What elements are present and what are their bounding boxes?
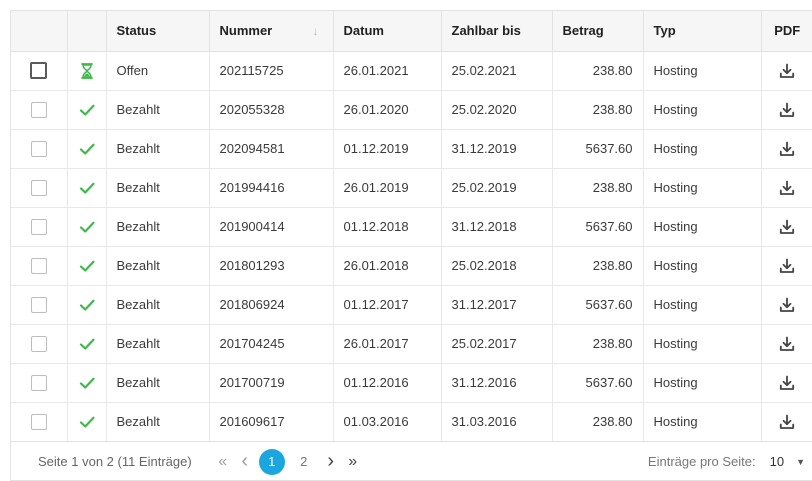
- download-icon[interactable]: [779, 297, 795, 313]
- status-cell: Bezahlt: [106, 285, 209, 324]
- status-cell: Bezahlt: [106, 129, 209, 168]
- table-row[interactable]: [11, 324, 812, 363]
- typ-cell: Hosting: [643, 51, 761, 90]
- invoice-grid: [10, 10, 812, 481]
- download-icon[interactable]: [779, 102, 795, 118]
- row-checkbox[interactable]: [31, 141, 47, 157]
- betrag-cell: 238.80: [552, 246, 643, 285]
- nummer-cell: 202115725: [209, 51, 333, 90]
- pdf-cell: [761, 324, 812, 363]
- row-checkbox[interactable]: [31, 297, 47, 313]
- zahlbar-bis-cell: 31.03.2016: [441, 402, 552, 441]
- status-icon-cell: [67, 363, 106, 402]
- invoice-table: [11, 11, 812, 442]
- status-icon-cell: [67, 90, 106, 129]
- datum-cell: 01.03.2016: [333, 402, 441, 441]
- datum-cell: 26.01.2021: [333, 51, 441, 90]
- pdf-cell: [761, 402, 812, 441]
- betrag-cell: 238.80: [552, 168, 643, 207]
- betrag-cell: 5637.60: [552, 129, 643, 168]
- select-all-header: [11, 11, 67, 51]
- pdf-cell: [761, 168, 812, 207]
- download-icon[interactable]: [779, 375, 795, 391]
- datum-cell: 26.01.2018: [333, 246, 441, 285]
- table-row[interactable]: [11, 207, 812, 246]
- column-header-pdf[interactable]: PDF: [761, 11, 812, 51]
- datum-cell: 01.12.2018: [333, 207, 441, 246]
- status-icon-cell: [67, 51, 106, 90]
- column-header-nummer[interactable]: [209, 11, 333, 51]
- pdf-cell: [761, 90, 812, 129]
- download-icon[interactable]: [779, 141, 795, 157]
- check-icon: [78, 413, 96, 431]
- status-icon-cell: [67, 207, 106, 246]
- typ-cell: Hosting: [643, 402, 761, 441]
- nummer-cell: 202055328: [209, 90, 333, 129]
- status-cell: Bezahlt: [106, 402, 209, 441]
- table-row[interactable]: [11, 51, 812, 90]
- row-select-cell: [11, 129, 67, 168]
- typ-cell: Hosting: [643, 207, 761, 246]
- table-row[interactable]: [11, 363, 812, 402]
- download-icon[interactable]: [779, 63, 795, 79]
- betrag-cell: 238.80: [552, 402, 643, 441]
- download-icon[interactable]: [779, 180, 795, 196]
- row-checkbox[interactable]: [31, 180, 47, 196]
- typ-cell: Hosting: [643, 324, 761, 363]
- zahlbar-bis-cell: 25.02.2020: [441, 90, 552, 129]
- status-cell: Bezahlt: [106, 246, 209, 285]
- typ-cell: Hosting: [643, 363, 761, 402]
- nummer-cell: 201609617: [209, 402, 333, 441]
- row-checkbox[interactable]: [30, 62, 47, 79]
- row-checkbox[interactable]: [31, 219, 47, 235]
- row-select-cell: [11, 90, 67, 129]
- page-button-1[interactable]: 1: [259, 449, 285, 475]
- typ-cell: Hosting: [643, 285, 761, 324]
- status-cell: Bezahlt: [106, 207, 209, 246]
- previous-page-button[interactable]: ‹: [241, 450, 249, 472]
- nummer-cell: 202094581: [209, 129, 333, 168]
- check-icon: [78, 179, 96, 197]
- datum-cell: 01.12.2019: [333, 129, 441, 168]
- row-checkbox[interactable]: [31, 414, 47, 430]
- nummer-cell: 201801293: [209, 246, 333, 285]
- table-row[interactable]: [11, 402, 812, 441]
- pdf-cell: [761, 51, 812, 90]
- check-icon: [78, 374, 96, 392]
- nummer-cell: 201704245: [209, 324, 333, 363]
- betrag-cell: 238.80: [552, 51, 643, 90]
- page-button-2[interactable]: 2: [300, 454, 308, 469]
- datum-cell: 26.01.2020: [333, 90, 441, 129]
- nummer-cell: 201994416: [209, 168, 333, 207]
- first-page-button[interactable]: «: [218, 452, 228, 470]
- datum-cell: 01.12.2017: [333, 285, 441, 324]
- pdf-cell: [761, 207, 812, 246]
- pagination-bar: [11, 441, 812, 481]
- zahlbar-bis-cell: 25.02.2018: [441, 246, 552, 285]
- status-cell: Bezahlt: [106, 363, 209, 402]
- download-icon[interactable]: [779, 219, 795, 235]
- download-icon[interactable]: [779, 258, 795, 274]
- row-checkbox[interactable]: [31, 102, 47, 118]
- typ-cell: Hosting: [643, 246, 761, 285]
- status-cell: Bezahlt: [106, 324, 209, 363]
- row-select-cell: [11, 51, 67, 90]
- nummer-cell: 201700719: [209, 363, 333, 402]
- check-icon: [78, 257, 96, 275]
- zahlbar-bis-cell: 25.02.2019: [441, 168, 552, 207]
- datum-cell: 01.12.2016: [333, 363, 441, 402]
- zahlbar-bis-cell: 25.02.2021: [441, 51, 552, 90]
- status-cell: Offen: [106, 51, 209, 90]
- table-row[interactable]: [11, 246, 812, 285]
- betrag-cell: 238.80: [552, 90, 643, 129]
- next-page-button[interactable]: ›: [327, 450, 335, 472]
- typ-cell: Hosting: [643, 168, 761, 207]
- last-page-button[interactable]: »: [348, 452, 358, 470]
- pdf-cell: [761, 129, 812, 168]
- table-row[interactable]: [11, 285, 812, 324]
- row-select-cell: [11, 285, 67, 324]
- row-checkbox[interactable]: [31, 258, 47, 274]
- datum-cell: 26.01.2017: [333, 324, 441, 363]
- pdf-cell: [761, 246, 812, 285]
- row-select-cell: [11, 207, 67, 246]
- row-select-cell: [11, 246, 67, 285]
- check-icon: [78, 335, 96, 353]
- check-icon: [78, 296, 96, 314]
- per-page-label: Einträge pro Seite:: [647, 454, 756, 469]
- chevron-down-icon: ▼: [796, 456, 805, 467]
- pdf-cell: [761, 363, 812, 402]
- table-row[interactable]: [11, 90, 812, 129]
- table-row[interactable]: [11, 129, 812, 168]
- status-icon-cell: [67, 324, 106, 363]
- row-checkbox[interactable]: [31, 336, 47, 352]
- row-checkbox[interactable]: [31, 375, 47, 391]
- nummer-cell: 201806924: [209, 285, 333, 324]
- per-page-select[interactable]: [770, 454, 805, 469]
- row-select-cell: [11, 363, 67, 402]
- typ-cell: Hosting: [643, 90, 761, 129]
- column-header-typ[interactable]: Typ: [643, 11, 761, 51]
- column-header-nummer-label: Nummer: [219, 23, 273, 39]
- column-header-status[interactable]: Status: [106, 11, 209, 51]
- download-icon[interactable]: [779, 336, 795, 352]
- table-header-row: [11, 11, 812, 51]
- betrag-cell: 5637.60: [552, 207, 643, 246]
- datum-cell: 26.01.2019: [333, 168, 441, 207]
- check-icon: [78, 101, 96, 119]
- zahlbar-bis-cell: 31.12.2017: [441, 285, 552, 324]
- status-icon-header: [67, 11, 106, 51]
- status-icon-cell: [67, 168, 106, 207]
- per-page-value: 10: [769, 454, 785, 469]
- zahlbar-bis-cell: 31.12.2016: [441, 363, 552, 402]
- row-select-cell: [11, 168, 67, 207]
- status-icon-cell: [67, 246, 106, 285]
- zahlbar-bis-cell: 25.02.2017: [441, 324, 552, 363]
- table-row[interactable]: [11, 168, 812, 207]
- betrag-cell: 238.80: [552, 324, 643, 363]
- betrag-cell: 5637.60: [552, 363, 643, 402]
- page-info: Seite 1 von 2 (11 Einträge): [38, 454, 192, 469]
- status-icon-cell: [67, 285, 106, 324]
- status-cell: Bezahlt: [106, 90, 209, 129]
- nummer-cell: 201900414: [209, 207, 333, 246]
- status-cell: Bezahlt: [106, 168, 209, 207]
- row-select-cell: [11, 324, 67, 363]
- zahlbar-bis-cell: 31.12.2019: [441, 129, 552, 168]
- sort-descending-icon[interactable]: ↓: [312, 24, 319, 38]
- column-header-zahlbar-bis[interactable]: Zahlbar bis: [441, 11, 552, 51]
- download-icon[interactable]: [779, 414, 795, 430]
- hourglass-icon: [78, 62, 96, 80]
- row-select-cell: [11, 402, 67, 441]
- status-icon-cell: [67, 402, 106, 441]
- pdf-cell: [761, 285, 812, 324]
- typ-cell: Hosting: [643, 129, 761, 168]
- column-header-betrag[interactable]: Betrag: [552, 11, 643, 51]
- check-icon: [78, 140, 96, 158]
- zahlbar-bis-cell: 31.12.2018: [441, 207, 552, 246]
- status-icon-cell: [67, 129, 106, 168]
- check-icon: [78, 218, 96, 236]
- column-header-datum[interactable]: Datum: [333, 11, 441, 51]
- betrag-cell: 5637.60: [552, 285, 643, 324]
